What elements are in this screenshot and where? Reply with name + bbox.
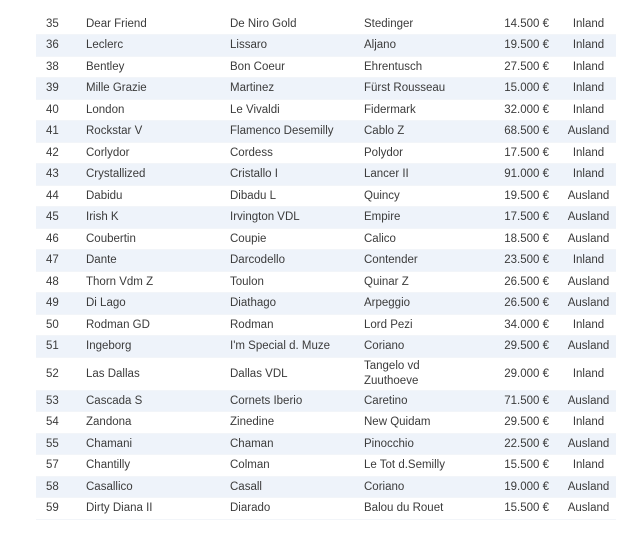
horse-name: Dante — [86, 250, 230, 272]
row-number: 38 — [36, 56, 86, 78]
price: 26.500 € — [471, 293, 561, 315]
table-row — [36, 455, 616, 477]
dam-sire-name: Cablo Z — [364, 121, 471, 143]
auction-results-sheet — [36, 13, 616, 520]
row-number: 45 — [36, 207, 86, 229]
buyer-origin: Ausland — [561, 207, 616, 229]
row-number: 43 — [36, 164, 86, 186]
dam-sire-name: New Quidam — [364, 412, 471, 434]
sire-name: Darcodello — [230, 250, 364, 272]
sire-name: Diathago — [230, 293, 364, 315]
dam-sire-name: Coriano — [364, 336, 471, 358]
table-row — [36, 13, 616, 35]
table-row — [36, 271, 616, 293]
results-table — [36, 13, 616, 520]
sire-name: De Niro Gold — [230, 13, 364, 35]
dam-sire-name: Lord Pezi — [364, 314, 471, 336]
row-number: 52 — [36, 357, 86, 390]
sire-name: Irvington VDL — [230, 207, 364, 229]
price: 29.500 € — [471, 412, 561, 434]
table-row — [36, 56, 616, 78]
table-row — [36, 228, 616, 250]
sire-name: Diarado — [230, 498, 364, 520]
buyer-origin: Inland — [561, 250, 616, 272]
table-row — [36, 250, 616, 272]
horse-name: London — [86, 99, 230, 121]
buyer-origin: Ausland — [561, 336, 616, 358]
dam-sire-name: Tangelo vd Zuuthoeve — [364, 357, 471, 390]
buyer-origin: Inland — [561, 99, 616, 121]
table-row — [36, 433, 616, 455]
horse-name: Rockstar V — [86, 121, 230, 143]
table-row — [36, 121, 616, 143]
horse-name: Las Dallas — [86, 357, 230, 390]
table-row — [36, 314, 616, 336]
sire-name: Bon Coeur — [230, 56, 364, 78]
row-number: 42 — [36, 142, 86, 164]
horse-name: Di Lago — [86, 293, 230, 315]
sire-name: I'm Special d. Muze — [230, 336, 364, 358]
price: 14.500 € — [471, 13, 561, 35]
dam-sire-name: Polydor — [364, 142, 471, 164]
price: 17.500 € — [471, 142, 561, 164]
buyer-origin: Ausland — [561, 476, 616, 498]
price: 18.500 € — [471, 228, 561, 250]
sire-name: Rodman — [230, 314, 364, 336]
table-row — [36, 498, 616, 520]
horse-name: Cascada S — [86, 390, 230, 412]
price: 68.500 € — [471, 121, 561, 143]
row-number: 49 — [36, 293, 86, 315]
buyer-origin: Inland — [561, 142, 616, 164]
price: 32.000 € — [471, 99, 561, 121]
row-number: 35 — [36, 13, 86, 35]
buyer-origin: Ausland — [561, 228, 616, 250]
horse-name: Dabidu — [86, 185, 230, 207]
dam-sire-name: Pinocchio — [364, 433, 471, 455]
price: 19.500 € — [471, 185, 561, 207]
horse-name: Chamani — [86, 433, 230, 455]
sire-name: Dibadu L — [230, 185, 364, 207]
buyer-origin: Ausland — [561, 498, 616, 520]
table-row — [36, 293, 616, 315]
sire-name: Martinez — [230, 78, 364, 100]
row-number: 46 — [36, 228, 86, 250]
buyer-origin: Inland — [561, 164, 616, 186]
dam-sire-name: Ehrentusch — [364, 56, 471, 78]
sire-name: Lissaro — [230, 35, 364, 57]
dam-sire-name: Balou du Rouet — [364, 498, 471, 520]
row-number: 55 — [36, 433, 86, 455]
dam-sire-name: Fürst Rousseau — [364, 78, 471, 100]
horse-name: Mille Grazie — [86, 78, 230, 100]
price: 91.000 € — [471, 164, 561, 186]
price: 22.500 € — [471, 433, 561, 455]
dam-sire-name: Stedinger — [364, 13, 471, 35]
row-number: 59 — [36, 498, 86, 520]
buyer-origin: Ausland — [561, 390, 616, 412]
buyer-origin: Inland — [561, 13, 616, 35]
sire-name: Le Vivaldi — [230, 99, 364, 121]
price: 15.000 € — [471, 78, 561, 100]
dam-sire-name: Coriano — [364, 476, 471, 498]
table-row — [36, 164, 616, 186]
dam-sire-name: Aljano — [364, 35, 471, 57]
sire-name: Casall — [230, 476, 364, 498]
sire-name: Chaman — [230, 433, 364, 455]
dam-sire-name: Arpeggio — [364, 293, 471, 315]
price: 71.500 € — [471, 390, 561, 412]
buyer-origin: Ausland — [561, 185, 616, 207]
sire-name: Colman — [230, 455, 364, 477]
buyer-origin: Ausland — [561, 293, 616, 315]
buyer-origin: Inland — [561, 314, 616, 336]
sire-name: Coupie — [230, 228, 364, 250]
row-number: 48 — [36, 271, 86, 293]
sire-name: Dallas VDL — [230, 357, 364, 390]
table-row — [36, 35, 616, 57]
row-number: 39 — [36, 78, 86, 100]
horse-name: Chantilly — [86, 455, 230, 477]
horse-name: Crystallized — [86, 164, 230, 186]
buyer-origin: Inland — [561, 357, 616, 390]
price: 34.000 € — [471, 314, 561, 336]
dam-sire-name: Calico — [364, 228, 471, 250]
horse-name: Bentley — [86, 56, 230, 78]
table-row — [36, 390, 616, 412]
price: 23.500 € — [471, 250, 561, 272]
sire-name: Toulon — [230, 271, 364, 293]
buyer-origin: Inland — [561, 56, 616, 78]
dam-sire-name: Quincy — [364, 185, 471, 207]
sire-name: Flamenco Desemilly — [230, 121, 364, 143]
table-row — [36, 207, 616, 229]
buyer-origin: Inland — [561, 35, 616, 57]
dam-sire-name: Lancer II — [364, 164, 471, 186]
price: 15.500 € — [471, 498, 561, 520]
row-number: 53 — [36, 390, 86, 412]
horse-name: Leclerc — [86, 35, 230, 57]
dam-sire-name: Contender — [364, 250, 471, 272]
buyer-origin: Inland — [561, 455, 616, 477]
sire-name: Zinedine — [230, 412, 364, 434]
table-row — [36, 185, 616, 207]
row-number: 36 — [36, 35, 86, 57]
price: 19.500 € — [471, 35, 561, 57]
horse-name: Irish K — [86, 207, 230, 229]
price: 29.500 € — [471, 336, 561, 358]
price: 29.000 € — [471, 357, 561, 390]
horse-name: Dear Friend — [86, 13, 230, 35]
horse-name: Ingeborg — [86, 336, 230, 358]
buyer-origin: Ausland — [561, 271, 616, 293]
table-row — [36, 476, 616, 498]
horse-name: Casallico — [86, 476, 230, 498]
table-row — [36, 78, 616, 100]
sire-name: Cristallo I — [230, 164, 364, 186]
horse-name: Dirty Diana II — [86, 498, 230, 520]
table-row — [36, 412, 616, 434]
row-number: 44 — [36, 185, 86, 207]
buyer-origin: Ausland — [561, 121, 616, 143]
price: 19.000 € — [471, 476, 561, 498]
price: 27.500 € — [471, 56, 561, 78]
dam-sire-name: Caretino — [364, 390, 471, 412]
horse-name: Zandona — [86, 412, 230, 434]
row-number: 47 — [36, 250, 86, 272]
buyer-origin: Inland — [561, 78, 616, 100]
sire-name: Cornets Iberio — [230, 390, 364, 412]
horse-name: Rodman GD — [86, 314, 230, 336]
dam-sire-name: Fidermark — [364, 99, 471, 121]
table-row — [36, 357, 616, 390]
horse-name: Corlydor — [86, 142, 230, 164]
horse-name: Thorn Vdm Z — [86, 271, 230, 293]
buyer-origin: Ausland — [561, 433, 616, 455]
price: 15.500 € — [471, 455, 561, 477]
dam-sire-name: Le Tot d.Semilly — [364, 455, 471, 477]
price: 17.500 € — [471, 207, 561, 229]
dam-sire-name: Quinar Z — [364, 271, 471, 293]
row-number: 57 — [36, 455, 86, 477]
dam-sire-name: Empire — [364, 207, 471, 229]
row-number: 40 — [36, 99, 86, 121]
row-number: 41 — [36, 121, 86, 143]
table-row — [36, 142, 616, 164]
price: 26.500 € — [471, 271, 561, 293]
table-row — [36, 99, 616, 121]
table-row — [36, 336, 616, 358]
buyer-origin: Inland — [561, 412, 616, 434]
row-number: 51 — [36, 336, 86, 358]
row-number: 50 — [36, 314, 86, 336]
row-number: 54 — [36, 412, 86, 434]
sire-name: Cordess — [230, 142, 364, 164]
row-number: 58 — [36, 476, 86, 498]
horse-name: Coubertin — [86, 228, 230, 250]
